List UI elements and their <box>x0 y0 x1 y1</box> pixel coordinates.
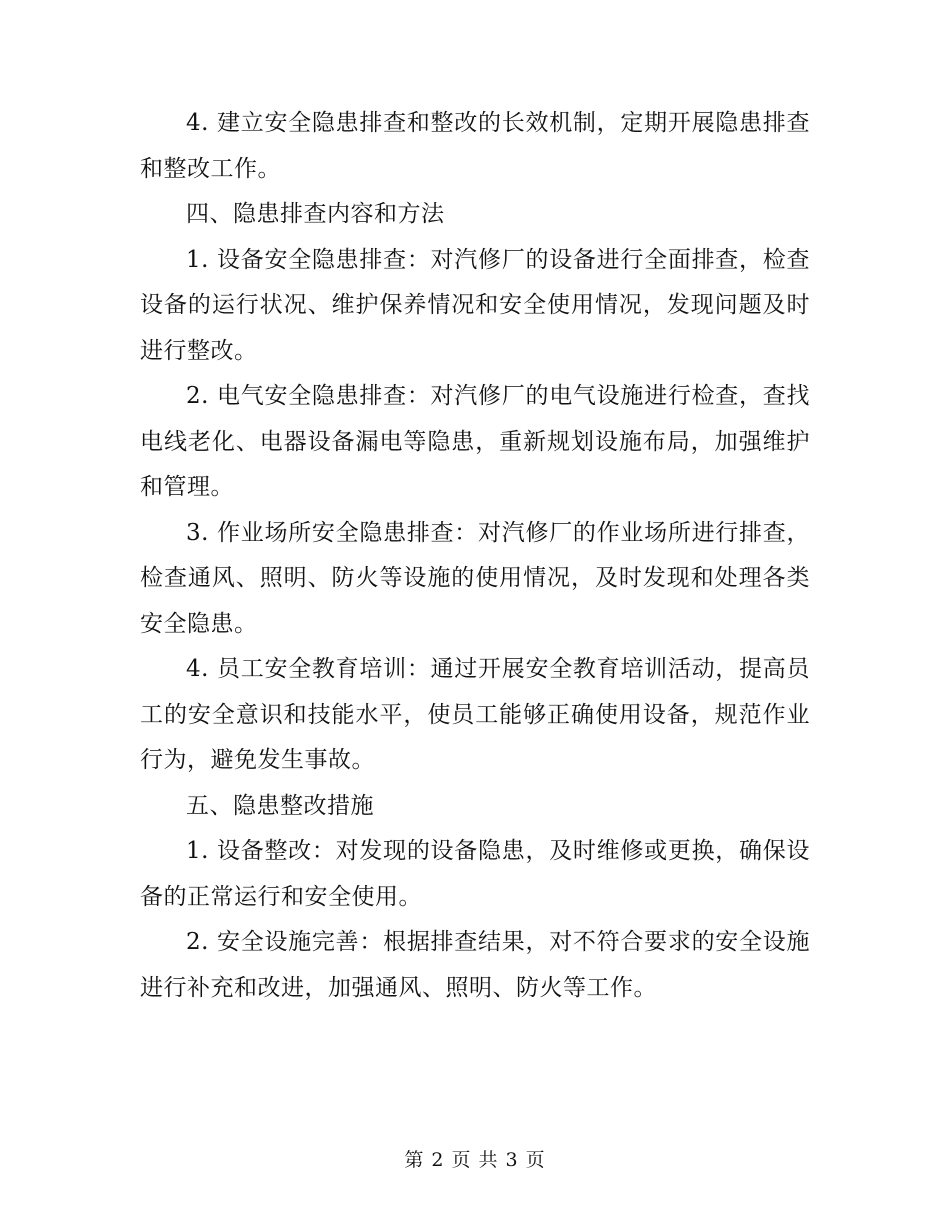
page-number-footer: 第 2 页 共 3 页 <box>404 1149 546 1171</box>
paragraph-staff-training: 4. 员工安全教育培训：通过开展安全教育培训活动，提高员工的安全意识和技能水平，使员工能够正确使用设备，规范作业行为，避免发生事故。 <box>140 656 810 773</box>
paragraph-workplace-inspection: 3. 作业场所安全隐患排查：对汽修厂的作业场所进行排查，检查通风、照明、防火等设施的使用情况，及时发现和处理各类安全隐患。 <box>140 519 810 637</box>
section-heading-rectification-measures: 五、隐患整改措施 <box>186 792 374 819</box>
paragraph-equipment-inspection: 1. 设备安全隐患排查：对汽修厂的设备进行全面排查，检查设备的运行状况、维护保养情况和安全使用情况，发现问题及时进行整改。 <box>140 246 810 364</box>
paragraph-item-4-long-term-mechanism: 4. 建立安全隐患排查和整改的长效机制，定期开展隐患排查和整改工作。 <box>140 110 810 182</box>
paragraph-safety-facility-improvement: 2. 安全设施完善：根据排查结果，对不符合要求的安全设施进行补充和改进，加强通风、照明、防火等工作。 <box>140 929 810 1001</box>
paragraph-electrical-inspection: 2. 电气安全隐患排查：对汽修厂的电气设施进行检查，查找电线老化、电器设备漏电等隐患，重新规划设施布局，加强维护和管理。 <box>140 383 810 500</box>
document-body <box>140 101 810 1011</box>
paragraph-equipment-rectification: 1. 设备整改：对发现的设备隐患，及时维修或更换，确保设备的正常运行和安全使用。 <box>140 838 810 910</box>
section-heading-inspection-content: 四、隐患排查内容和方法 <box>186 201 445 227</box>
